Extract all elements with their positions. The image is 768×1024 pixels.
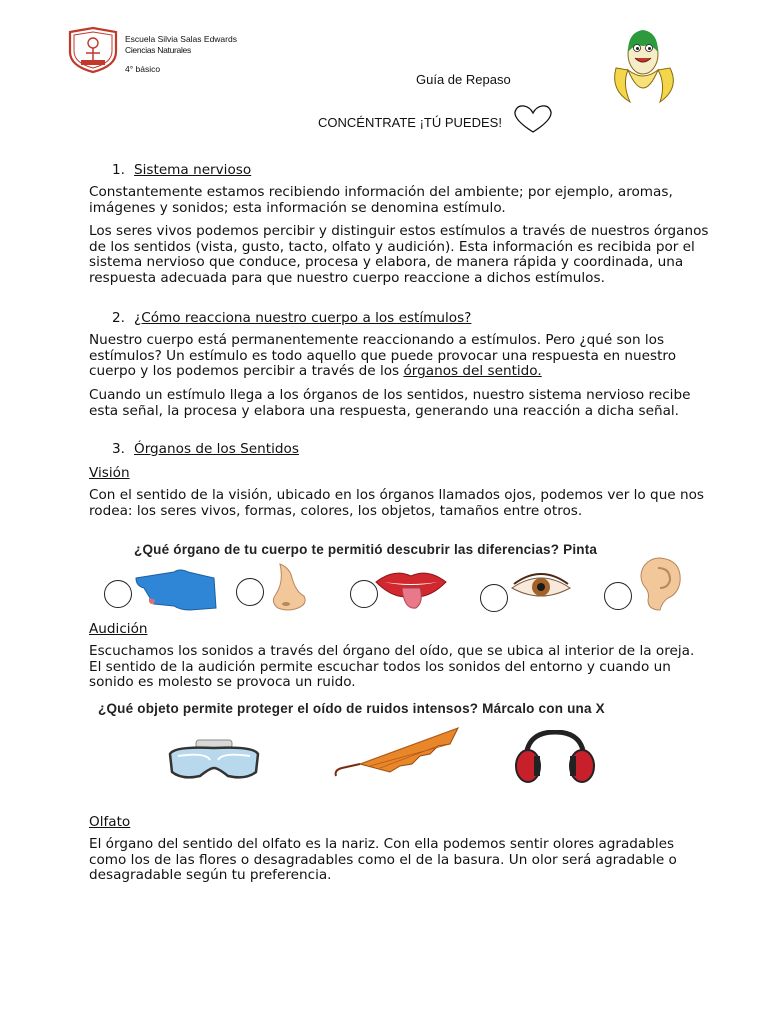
section-3-heading [112, 441, 299, 457]
vision-question: ¿Qué órgano de tu cuerpo te permitió descubrir las diferencias? Pinta [134, 542, 598, 557]
senses-organs-link: órganos del sentido. [403, 363, 542, 380]
goggles-icon[interactable] [166, 738, 262, 782]
vision-title: Visión [89, 465, 130, 481]
paragraph: Constantemente estamos recibiendo información del ambiente; por ejemplo, aromas, imágenes y sonidos; esta información se denomina estímulo. [89, 184, 673, 216]
ear-icon [634, 556, 686, 612]
answer-circle-hand[interactable] [104, 580, 132, 608]
section-title: ¿Cómo reacciona nuestro cuerpo a los estímulos? [134, 310, 472, 326]
section-1-heading [112, 162, 251, 178]
school-name: Escuela Silvia Salas Edwards [125, 34, 237, 44]
olfato-title: Olfato [89, 814, 131, 830]
audicion-title: Audición [89, 621, 148, 637]
audicion-question: ¿Qué objeto permite proteger el oído de ruidos intensos? Márcalo con una X [98, 701, 605, 716]
motivation-text: CONCÉNTRATE ¡TÚ PUEDES! [318, 115, 502, 130]
guide-title: Guía de Repaso [416, 72, 511, 87]
paragraph: Los seres vivos podemos percibir y distinguir estos estímulos a través de nuestros órganos de los sentidos (vista, gusto, tacto, olfato y audición). Esta información es recibida por el sistema nervioso que conduce, procesa y elabora, de manera rápida y coordinada, una respuesta adecuada para que nuestro cuerpo reaccione a dichos estímulos. [89, 223, 709, 286]
hand-icon [134, 564, 218, 614]
umbrella-icon[interactable] [330, 724, 462, 778]
section-title: Sistema nervioso [134, 162, 252, 178]
section-2-heading [112, 310, 471, 326]
paragraph: Con el sentido de la visión, ubicado en los órganos llamados ojos, podemos ver lo que nos rodea: los seres vivos, formas, colores, los objetos, tamaños entre otros. [89, 487, 705, 519]
paragraph [89, 333, 709, 380]
paragraph: Cuando un estímulo llega a los órganos de los sentidos, nuestro sistema nervioso recibe esta señal, la procesa y elabora una respuesta, generando una reacción a dicha señal. [89, 387, 691, 419]
subject-label: Ciencias Naturales [125, 45, 191, 55]
paragraph: Escuchamos los sonidos a través del órgano del oído, que se ubica al interior de la oreja. El sentido de la audición permite escuchar todos los sonidos del entorno y cuando un sonido es molesto se provoca un ruido. [89, 643, 695, 691]
paragraph-text: Nuestro cuerpo está permanentemente reaccionando a estímulos. Pero ¿qué son los estímulos? Un estímulo es todo aquello que puede provocar una respuesta en nuestro cuerpo y los podemos percibir a través de los [89, 332, 677, 380]
answer-circle-eye[interactable] [480, 584, 508, 612]
school-logo [64, 26, 122, 74]
section-number: 1. [112, 162, 125, 178]
section-title: Órganos de los Sentidos [134, 441, 299, 457]
section-number: 2. [112, 310, 125, 326]
grade-label: 4° básico [125, 64, 161, 74]
mouth-icon [374, 566, 448, 612]
banana-mascot-icon [602, 24, 684, 106]
answer-circle-nose[interactable] [236, 578, 264, 606]
earmuffs-icon[interactable] [512, 730, 598, 784]
heart-icon [512, 104, 554, 134]
nose-icon [262, 562, 312, 612]
section-number: 3. [112, 441, 125, 457]
eye-icon [510, 570, 572, 604]
answer-circle-ear[interactable] [604, 582, 632, 610]
paragraph: El órgano del sentido del olfato es la nariz. Con ella podemos sentir olores agradables como los de las flores o desagradables como el de la basura. Un olor será agradable o desagradable según tu preferencia. [89, 836, 677, 884]
